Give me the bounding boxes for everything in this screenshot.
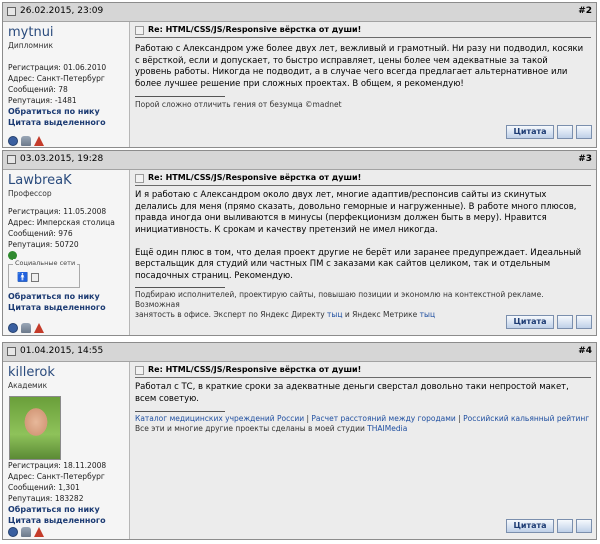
direct-link[interactable]: тыц — [327, 310, 343, 319]
user-icons — [8, 527, 47, 539]
link-separator: | — [304, 414, 312, 423]
user-registration: Регистрация: 18.11.2008 — [8, 461, 107, 470]
metrika-link[interactable]: тыц — [419, 310, 436, 319]
online-status-icon — [8, 527, 18, 537]
body-gap — [135, 236, 590, 248]
user-profile-icon[interactable] — [21, 527, 31, 537]
multi-quote-button[interactable] — [557, 315, 573, 329]
signature-line: Подбираю исполнителей, проектирую сайты, повышаю позиции и экономлю на контекстной рекламе. Возможная — [135, 290, 544, 309]
user-column — [3, 362, 130, 539]
message-column — [130, 170, 596, 335]
post-number[interactable]: #4 — [578, 346, 592, 356]
post-header — [3, 343, 596, 362]
quote-button[interactable]: Цитата — [506, 315, 554, 329]
user-column — [3, 170, 130, 335]
user-registration: Регистрация: 01.06.2010 — [8, 63, 107, 72]
user-reputation: Репутация: -1481 — [8, 96, 77, 105]
hookah-rating-link[interactable]: Российский кальянный рейтинг — [463, 414, 590, 423]
signature-line: Порой сложно отличить гения от безумца ©madnet — [135, 100, 342, 109]
user-registration: Регистрация: 11.05.2008 — [8, 207, 107, 216]
post-2 — [2, 2, 597, 148]
report-warning-icon[interactable] — [34, 527, 44, 537]
body-line: И я работаю с Александром около двух лет, многие адаптив/респонсив сайты из скинутых — [135, 190, 547, 200]
message-column — [130, 362, 596, 539]
post-actions — [503, 315, 592, 331]
post-header — [3, 3, 596, 22]
user-icons — [8, 136, 47, 148]
social-networks-label: Социальные сети — [15, 259, 76, 267]
post-title-icon — [135, 174, 144, 183]
body-line: всем советую. — [135, 393, 199, 404]
user-profile-icon[interactable] — [21, 323, 31, 333]
body-line: уровень работы. Никогда не подводит, а в случае чего всегда предлагает альтернативное или — [135, 67, 568, 77]
post-actions — [503, 125, 592, 141]
post-body — [135, 44, 590, 90]
post-icon — [7, 7, 16, 16]
post-4 — [2, 342, 597, 540]
signature-text: Все эти и многие другие проекты сделаны в моей студии — [135, 424, 368, 433]
signature-line — [135, 424, 590, 434]
post-icon — [7, 347, 16, 356]
report-warning-icon[interactable] — [34, 136, 44, 146]
user-reputation: Репутация: 50720 — [8, 240, 79, 249]
quick-reply-button[interactable] — [576, 315, 592, 329]
post-body — [135, 382, 590, 405]
multi-quote-button[interactable] — [557, 519, 573, 533]
quote-button[interactable]: Цитата — [506, 125, 554, 139]
signature — [135, 100, 590, 110]
user-info — [8, 62, 106, 106]
user-column — [3, 22, 130, 147]
username[interactable]: LawbreaK — [8, 173, 72, 188]
post-3 — [2, 150, 597, 336]
user-profile-icon[interactable] — [21, 136, 31, 146]
medical-catalog-link[interactable]: Каталог медицинских учреждений России — [135, 414, 305, 423]
post-title-icon — [135, 366, 144, 375]
quick-reply-button[interactable] — [576, 125, 592, 139]
user-rank: Дипломник — [8, 41, 53, 50]
username[interactable]: killerok — [8, 365, 55, 380]
signature-text: и Яндекс Метрике — [342, 310, 420, 319]
post-date: 01.04.2015, 14:55 — [20, 346, 104, 356]
user-address: Адрес: Санкт-Петербург — [8, 472, 105, 481]
body-line: Работаю с Александром уже более двух лет, вежливый и грамотный. Ни разу ни подводил, косяки — [135, 44, 584, 54]
post-icon — [7, 155, 16, 164]
username[interactable]: mytnui — [8, 25, 54, 40]
mention-user-link[interactable]: Обратиться по нику — [8, 292, 100, 301]
report-warning-icon[interactable] — [34, 323, 44, 333]
post-title: Re: HTML/CSS/JS/Responsive вёрстка от души! — [148, 173, 362, 182]
user-address: Адрес: Имперская столица — [8, 218, 115, 227]
user-info — [8, 460, 106, 504]
signature-separator — [135, 411, 225, 412]
quote-selected-link[interactable]: Цитата выделенного — [8, 516, 106, 525]
body-line: верстальщик для студий или частных ПМ с заказами как сайтов целиком, так и отдельным — [135, 259, 551, 269]
quote-selected-link[interactable]: Цитата выделенного — [8, 118, 106, 127]
post-title-icon — [135, 26, 144, 35]
post-title: Re: HTML/CSS/JS/Responsive вёрстка от души! — [148, 25, 362, 34]
post-number[interactable]: #2 — [578, 6, 592, 16]
signature-line — [135, 414, 590, 424]
user-address: Адрес: Санкт-Петербург — [8, 74, 105, 83]
user-icons — [8, 323, 47, 335]
online-status-icon — [8, 323, 18, 333]
post-number[interactable]: #3 — [578, 154, 592, 164]
message-column — [130, 22, 596, 147]
post-actions — [503, 519, 592, 535]
signature-separator — [135, 96, 225, 97]
body-line: Ещё один плюс в том, что делая проект другие не берёт или заранее предупреждает. Идеальный — [135, 247, 582, 258]
mention-user-link[interactable]: Обратиться по нику — [8, 107, 100, 116]
distance-calc-link[interactable]: Расчет расстояний между городами — [311, 414, 456, 423]
body-line: делались для меня (прямо сказать, довольно геморные и нагруженные). В работе много плюсов, — [135, 201, 577, 212]
post-header — [3, 151, 596, 170]
quote-selected-link[interactable]: Цитата выделенного — [8, 303, 106, 312]
post-body — [135, 190, 590, 282]
post-title-bar — [135, 173, 591, 186]
signature-links — [135, 414, 590, 434]
avatar[interactable] — [9, 396, 61, 460]
post-title-bar — [135, 365, 591, 378]
body-line: инициативность. К срокам и качеству претензий не имел никогда. — [135, 224, 438, 235]
quote-button[interactable]: Цитата — [506, 519, 554, 533]
user-reputation: Репутация: 183282 — [8, 494, 84, 503]
online-status-icon — [8, 136, 18, 146]
user-rank: Академик — [8, 381, 48, 390]
signature-text: занятость в офисе. Эксперт по Яндекс Директу — [135, 310, 328, 319]
user-messages: Сообщений: 78 — [8, 85, 68, 94]
user-rank: Профессор — [8, 189, 52, 198]
user-info — [8, 206, 115, 250]
body-line: более лучшее решение при сложных проектах. В общем, я рекомендую! — [135, 78, 464, 89]
social-networks-box — [8, 259, 80, 288]
user-messages: Сообщений: 976 — [8, 229, 73, 238]
body-line: с вёрсткой, если и допускает, то быстро исправляет, цены более чем адекватные за такой — [135, 55, 548, 66]
post-title-bar — [135, 25, 591, 38]
body-line: правда иногда они выливаются в минусы (перфекционизм должен быть в меру). Нравится — [135, 213, 547, 223]
signature-separator — [135, 287, 225, 288]
social-person-icon[interactable]: 🚹 — [17, 273, 29, 283]
social-page-icon[interactable] — [31, 273, 39, 282]
post-date: 26.02.2015, 23:09 — [20, 6, 104, 16]
user-messages: Сообщений: 1,301 — [8, 483, 80, 492]
post-title: Re: HTML/CSS/JS/Responsive вёрстка от души! — [148, 365, 362, 374]
body-line: Работал с ТС, в краткие сроки за адекватные деньги сверстал довольно таки непростой макет, — [135, 382, 569, 392]
link-separator: | — [455, 414, 464, 423]
multi-quote-button[interactable] — [557, 125, 573, 139]
mention-user-link[interactable]: Обратиться по нику — [8, 505, 100, 514]
post-date: 03.03.2015, 19:28 — [20, 154, 104, 164]
body-line: посадочных страниц. Рекомендую. — [135, 270, 293, 281]
quick-reply-button[interactable] — [576, 519, 592, 533]
studio-link[interactable]: THAIMedia — [367, 424, 408, 433]
